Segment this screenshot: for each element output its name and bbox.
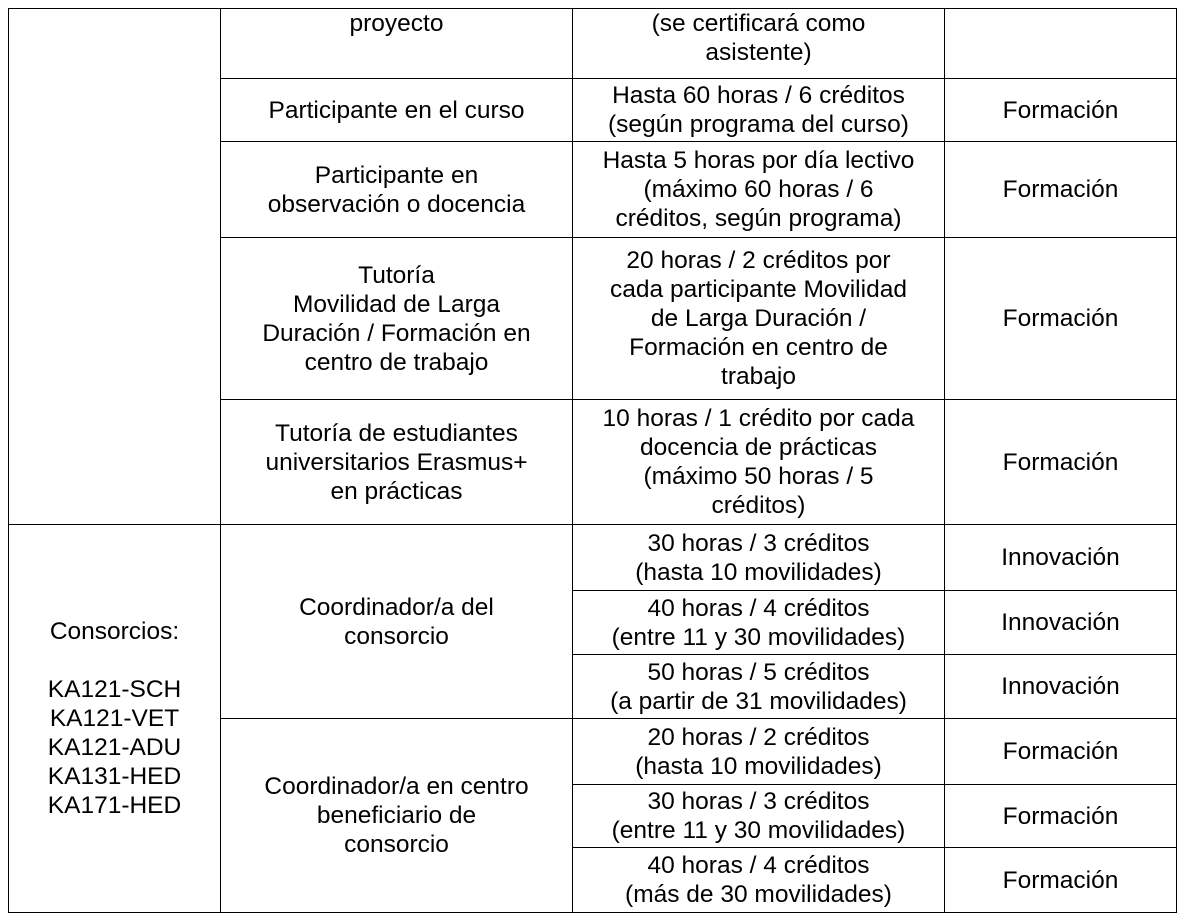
role-cell: Coordinador/a del consorcio — [221, 525, 573, 719]
type-cell: Formación — [945, 400, 1177, 525]
type-cell: Formación — [945, 848, 1177, 913]
hours-cell: 40 horas / 4 créditos (entre 11 y 30 movilidades) — [573, 591, 945, 655]
hours-cell: 20 horas / 2 créditos por cada participante Movilidad de Larga Duración / Formación en centro de trabajo — [573, 238, 945, 400]
certification-table — [8, 8, 1177, 913]
type-cell: Formación — [945, 238, 1177, 400]
hours-cell: 10 horas / 1 crédito por cada docencia de prácticas (máximo 50 horas / 5 créditos) — [573, 400, 945, 525]
hours-cell: 20 horas / 2 créditos (hasta 10 movilidades) — [573, 719, 945, 785]
table-row — [9, 525, 1177, 591]
type-cell: Innovación — [945, 525, 1177, 591]
type-cell: Innovación — [945, 591, 1177, 655]
empty-program-cell — [9, 9, 221, 525]
hours-cell: Hasta 60 horas / 6 créditos (según programa del curso) — [573, 79, 945, 142]
role-cell: Tutoría de estudiantes universitarios Erasmus+ en prácticas — [221, 400, 573, 525]
table-row — [9, 9, 1177, 79]
hours-cell: Hasta 5 horas por día lectivo (máximo 60 horas / 6 créditos, según programa) — [573, 142, 945, 238]
hours-cell: 40 horas / 4 créditos (más de 30 movilidades) — [573, 848, 945, 913]
role-cell: Coordinador/a en centro beneficiario de consorcio — [221, 719, 573, 913]
type-cell: Formación — [945, 142, 1177, 238]
type-cell: Formación — [945, 785, 1177, 848]
type-cell — [945, 9, 1177, 79]
type-cell: Innovación — [945, 655, 1177, 719]
role-cell: Tutoría Movilidad de Larga Duración / Formación en centro de trabajo — [221, 238, 573, 400]
role-cell: proyecto — [221, 9, 573, 79]
hours-cell: (se certificará como asistente) — [573, 9, 945, 79]
hours-cell: 30 horas / 3 créditos (hasta 10 movilidades) — [573, 525, 945, 591]
consorcios-program-cell: Consorcios: KA121-SCH KA121-VET KA121-ADU KA131-HED KA171-HED — [9, 525, 221, 913]
role-cell: Participante en observación o docencia — [221, 142, 573, 238]
type-cell: Formación — [945, 719, 1177, 785]
role-cell: Participante en el curso — [221, 79, 573, 142]
type-cell: Formación — [945, 79, 1177, 142]
hours-cell: 30 horas / 3 créditos (entre 11 y 30 movilidades) — [573, 785, 945, 848]
hours-cell: 50 horas / 5 créditos (a partir de 31 movilidades) — [573, 655, 945, 719]
